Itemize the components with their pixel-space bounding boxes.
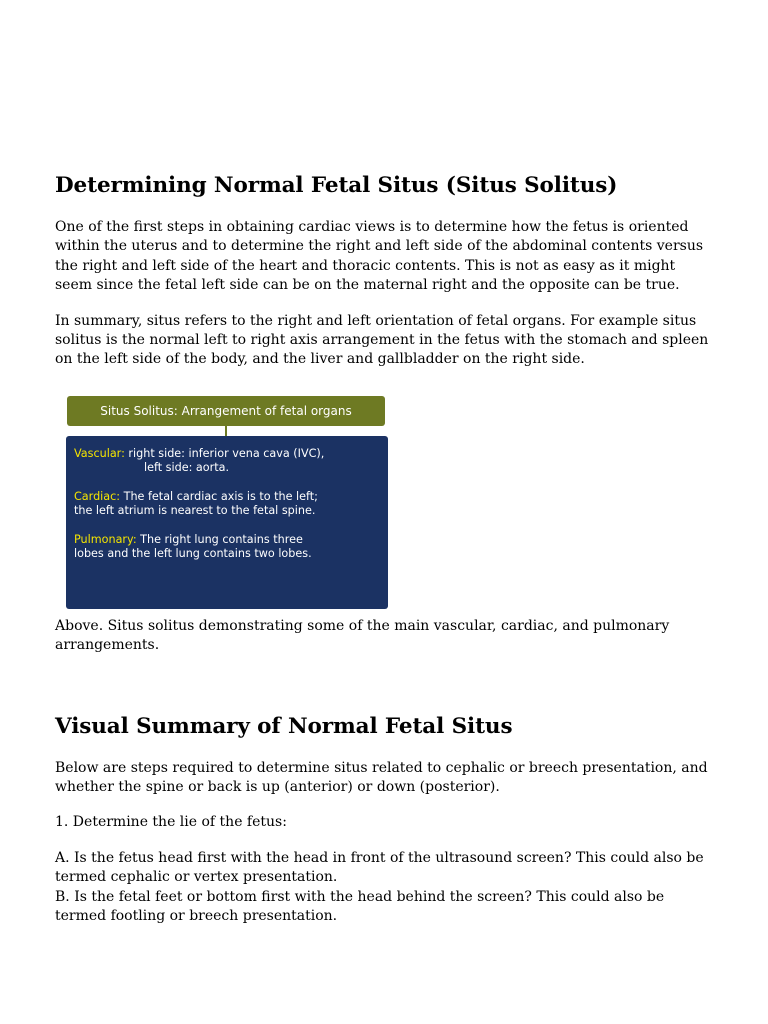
paragraph-steps-intro: Below are steps required to determine situs related to cephalic or breech presentation, and whether the spine or back is up (anterior) or down (posterior). — [55, 759, 708, 796]
vascular-line2: left side: aorta. — [144, 460, 230, 474]
cardiac-key: Cardiac: — [74, 489, 121, 503]
section-heading-visual-summary: Visual Summary of Normal Fetal Situs — [55, 713, 513, 739]
step-1a: A. Is the fetus head first with the head in front of the ultrasound screen? This could also be termed cephalic or vertex presentation. — [55, 849, 704, 886]
situs-solitus-figure — [66, 396, 389, 610]
step-1b: B. Is the fetal feet or bottom first with the head behind the screen? This could also be termed footling or breech presentation. — [55, 888, 665, 925]
pulmonary-line1: The right lung contains three — [136, 532, 303, 546]
figure-cardiac — [74, 490, 380, 518]
vascular-line1: right side: inferior vena cava (IVC), — [124, 446, 325, 460]
figure-pulmonary — [74, 533, 380, 561]
cardiac-line2: the left atrium is nearest to the fetal spine. — [74, 503, 316, 517]
figure-vascular — [74, 447, 380, 475]
vascular-key: Vascular: — [74, 446, 125, 460]
pulmonary-key: Pulmonary: — [74, 532, 137, 546]
cardiac-line1: The fetal cardiac axis is to the left; — [120, 489, 318, 503]
paragraph-orientation: One of the first steps in obtaining cardiac views is to determine how the fetus is oriented within the uterus and to determine the right and left side of the abdominal contents versus the right and left side of the heart and thoracic contents. This is not as easy as it might seem since the fetal left side can be on the maternal right and the opposite can be true. — [55, 219, 704, 294]
figure-body — [66, 436, 388, 609]
figure-connector — [225, 426, 227, 436]
step-1: 1. Determine the lie of the fetus: — [55, 814, 287, 831]
paragraph-summary: In summary, situs refers to the right and left orientation of fetal organs. For example situs solitus is the normal left to right axis arrangement in the fetus with the stomach and spleen on the left side of the body, and the liver and gallbladder on the right side. — [55, 312, 709, 368]
figure-header: Situs Solitus: Arrangement of fetal organs — [67, 396, 385, 426]
document-content — [55, 172, 715, 927]
pulmonary-line2: lobes and the left lung contains two lobes. — [74, 546, 312, 560]
figure-caption: Above. Situs solitus demonstrating some of the main vascular, cardiac, and pulmonary arrangements. — [55, 617, 670, 654]
section-heading-situs-solitus: Determining Normal Fetal Situs (Situs Solitus) — [55, 173, 618, 198]
